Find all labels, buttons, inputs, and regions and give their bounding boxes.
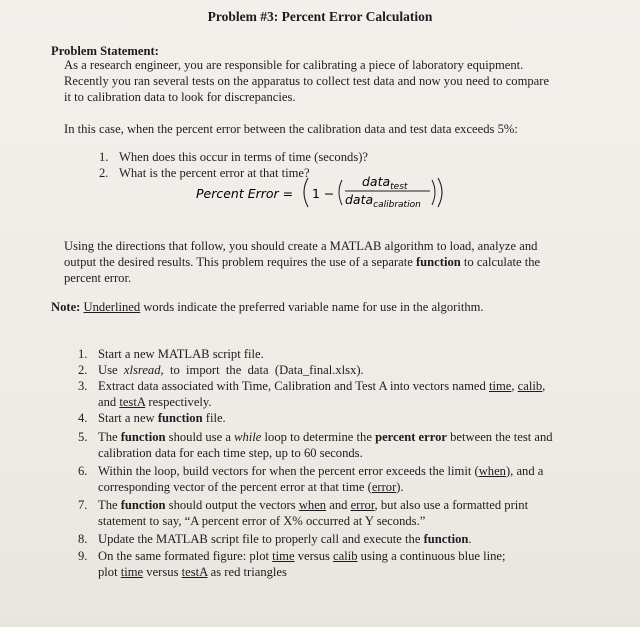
step-1: 1. Start a new MATLAB script file. (78, 347, 264, 361)
note-label: Note: (51, 300, 81, 314)
statement-line-2: Recently you ran several tests on the apparatus to collect test data and now you need to compare (64, 74, 550, 88)
step-5: 5. The function should use a while loop to determine the percent error between the test and (78, 430, 553, 444)
step-6-line-2: corresponding vector of the percent error at that time (error). (98, 480, 404, 494)
question-number: 2. (99, 166, 109, 180)
inner-paren-left (339, 180, 342, 205)
step-9-line-2: plot time versus testA as red triangles (98, 565, 287, 579)
statement-line-1: As a research engineer, you are responsible for calibrating a piece of laboratory equipment. (64, 58, 524, 72)
step-9: 9. On the same formated figure: plot time versus calib using a continuous blue line; (78, 549, 506, 563)
formula-numerator: data$_{test}$ (362, 174, 408, 192)
step-3: 3. Extract data associated with Time, Calibration and Test A into vectors named time, calib, (78, 379, 546, 393)
document-title: Problem #3: Percent Error Calculation (207, 9, 433, 24)
question-1 (99, 149, 368, 165)
step-3-line-2: and testA respectively. (98, 395, 212, 409)
step-5-line-2: calibration data for each time step, up to 60 seconds. (98, 446, 363, 460)
outer-paren-left (304, 178, 308, 207)
step-7-line-2: statement to say, “A percent error of X% occurred at Y seconds.” (98, 514, 426, 528)
percent-error-formula (196, 170, 456, 214)
statement-line-3: it to calibration data to look for discrepancies. (64, 90, 296, 104)
step-2: 2. Use xlsread, to import the data (Data_final.xlsx). (78, 363, 364, 377)
case-text: In this case, when the percent error between the calibration data and test data exceeds 5%: (64, 122, 518, 136)
formula-lhs: Percent Error = (196, 186, 294, 201)
step-8: 8. Update the MATLAB script file to properly call and execute the function. (78, 532, 472, 546)
directions-line-3: percent error. (64, 271, 132, 285)
inner-paren-right (432, 180, 435, 205)
formula-denominator: data$_{calibration}$ (345, 192, 421, 210)
question-text: When does this occur in terms of time (seconds)? (119, 150, 369, 164)
statement-heading: Problem Statement: (51, 44, 159, 58)
question-text: What is the percent error at that time? (119, 166, 310, 180)
step-4: 4. Start a new function file. (78, 411, 226, 425)
directions-line-1: Using the directions that follow, you should create a MATLAB algorithm to load, analyze and (64, 239, 538, 253)
outer-paren-right (438, 178, 442, 207)
formula-one-minus: 1 − (312, 186, 335, 201)
step-7: 7. The function should output the vectors when and error, but also use a formatted print (78, 498, 529, 512)
question-number: 1. (99, 150, 109, 164)
directions-line-2: output the desired results. This problem requires the use of a separate function to calculate the (64, 255, 541, 269)
step-6: 6. Within the loop, build vectors for when the percent error exceeds the limit (when), and a (78, 464, 544, 478)
note: Note: Underlined words indicate the preferred variable name for use in the algorithm. (51, 300, 484, 314)
